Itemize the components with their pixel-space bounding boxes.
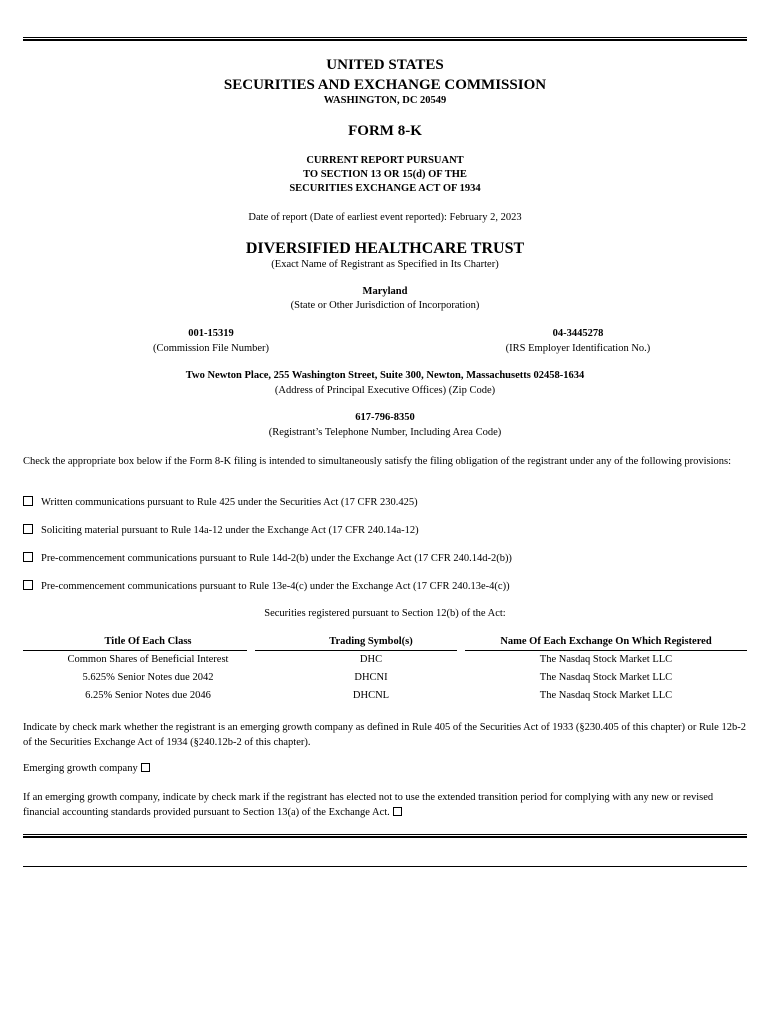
table-cell: DHC — [359, 654, 383, 665]
egc-checkbox-icon[interactable] — [141, 763, 150, 772]
filing-check-label: Pre-commencement communications pursuant to Rule 14d-2(b) under the Exchange Act (17 CFR 240.14d-2(b)) — [41, 553, 512, 564]
filing-check-item — [23, 524, 419, 536]
irs-caption: (IRS Employer Identification No.) — [505, 343, 651, 354]
filing-check-item — [23, 496, 418, 508]
file-number: 001-15319 — [188, 328, 234, 339]
filing-check-item — [23, 580, 510, 592]
state-value: Maryland — [362, 286, 408, 297]
location-line: WASHINGTON, DC 20549 — [323, 95, 447, 106]
table-cell: 6.25% Senior Notes due 2046 — [85, 690, 211, 701]
phone-caption: (Registrant’s Telephone Number, Including Area Code) — [268, 427, 502, 438]
table-cell: Common Shares of Beneficial Interest — [67, 654, 229, 665]
checkbox-icon[interactable] — [23, 552, 33, 562]
address-caption: (Address of Principal Executive Offices) (Zip Code) — [274, 385, 496, 396]
date-of-report: Date of report (Date of earliest event reported): February 2, 2023 — [248, 212, 522, 223]
securities-caption: Securities registered pursuant to Section 12(b) of the Act: — [264, 608, 506, 619]
filing-check-label: Pre-commencement communications pursuant to Rule 13e-4(c) under the Exchange Act (17 CFR 240.13e-4(c)) — [41, 581, 510, 592]
emerging-growth-line — [23, 763, 150, 774]
phone-value: 617-796-8350 — [355, 412, 415, 423]
top-double-rule — [23, 37, 747, 41]
transition-text-block — [23, 790, 747, 820]
bottom-double-rule — [23, 834, 747, 838]
filing-check-label: Written communications pursuant to Rule 425 under the Securities Act (17 CFR 230.425) — [41, 497, 418, 508]
filing-checks-intro: Check the appropriate box below if the Form 8-K filing is intended to simultaneously satisfy the filing obligation of the registrant under any of the following provisions: — [23, 456, 732, 467]
table-cell: The Nasdaq Stock Market LLC — [539, 654, 673, 665]
state-caption: (State or Other Jurisdiction of Incorporation) — [290, 300, 480, 311]
checkbox-icon[interactable] — [23, 524, 33, 534]
table-cell: DHCNI — [354, 672, 388, 683]
column-header-exchange: Name Of Each Exchange On Which Registered — [500, 636, 712, 647]
agency-line2: SECURITIES AND EXCHANGE COMMISSION — [223, 77, 547, 93]
table-cell: 5.625% Senior Notes due 2042 — [82, 672, 214, 683]
column-header-title: Title Of Each Class — [104, 636, 192, 647]
registrant-name-caption: (Exact Name of Registrant as Specified in Its Charter) — [271, 259, 499, 270]
report-line2: TO SECTION 13 OR 15(d) OF THE — [303, 169, 467, 180]
transition-checkbox-icon[interactable] — [393, 807, 402, 816]
transition-text: If an emerging growth company, indicate by check mark if the registrant has elected not to use the extended transition period for complying with any new or revised financial accounting standards provided pursuant to Section 13(a) of the Exchange Act. — [23, 792, 714, 818]
registrant-name: DIVERSIFIED HEALTHCARE TRUST — [245, 240, 525, 257]
table-cell: DHCNL — [352, 690, 390, 701]
table-cell: The Nasdaq Stock Market LLC — [539, 672, 673, 683]
form-title: FORM 8-K — [348, 123, 422, 139]
filing-check-item — [23, 552, 512, 564]
header-underline — [255, 650, 457, 651]
emerging-indicate-text: Indicate by check mark whether the registrant is an emerging growth company as defined in Rule 405 of the Securities Act of 1933 (§230.405 of this chapter) or Rule 12b-2 of the Securities Exchange Act of 1934 (§240.12b-2 of this chapter). — [23, 722, 746, 748]
header-underline — [23, 650, 247, 651]
filing-check-label: Soliciting material pursuant to Rule 14a-12 under the Exchange Act (17 CFR 240.14a-12) — [41, 525, 419, 536]
egc-label: Emerging growth company — [23, 763, 138, 774]
report-line1: CURRENT REPORT PURSUANT — [306, 155, 464, 166]
file-number-caption: (Commission File Number) — [152, 343, 270, 354]
address-value: Two Newton Place, 255 Washington Street, Suite 300, Newton, Massachusetts 02458-1634 — [185, 370, 585, 381]
checkbox-icon[interactable] — [23, 496, 33, 506]
page-end-rule — [23, 866, 747, 867]
header-underline — [465, 650, 747, 651]
report-line3: SECURITIES EXCHANGE ACT OF 1934 — [289, 183, 481, 194]
column-header-symbol: Trading Symbol(s) — [329, 636, 413, 647]
irs-number: 04-3445278 — [552, 328, 604, 339]
table-cell: The Nasdaq Stock Market LLC — [539, 690, 673, 701]
agency-line1: UNITED STATES — [326, 57, 444, 73]
checkbox-icon[interactable] — [23, 580, 33, 590]
